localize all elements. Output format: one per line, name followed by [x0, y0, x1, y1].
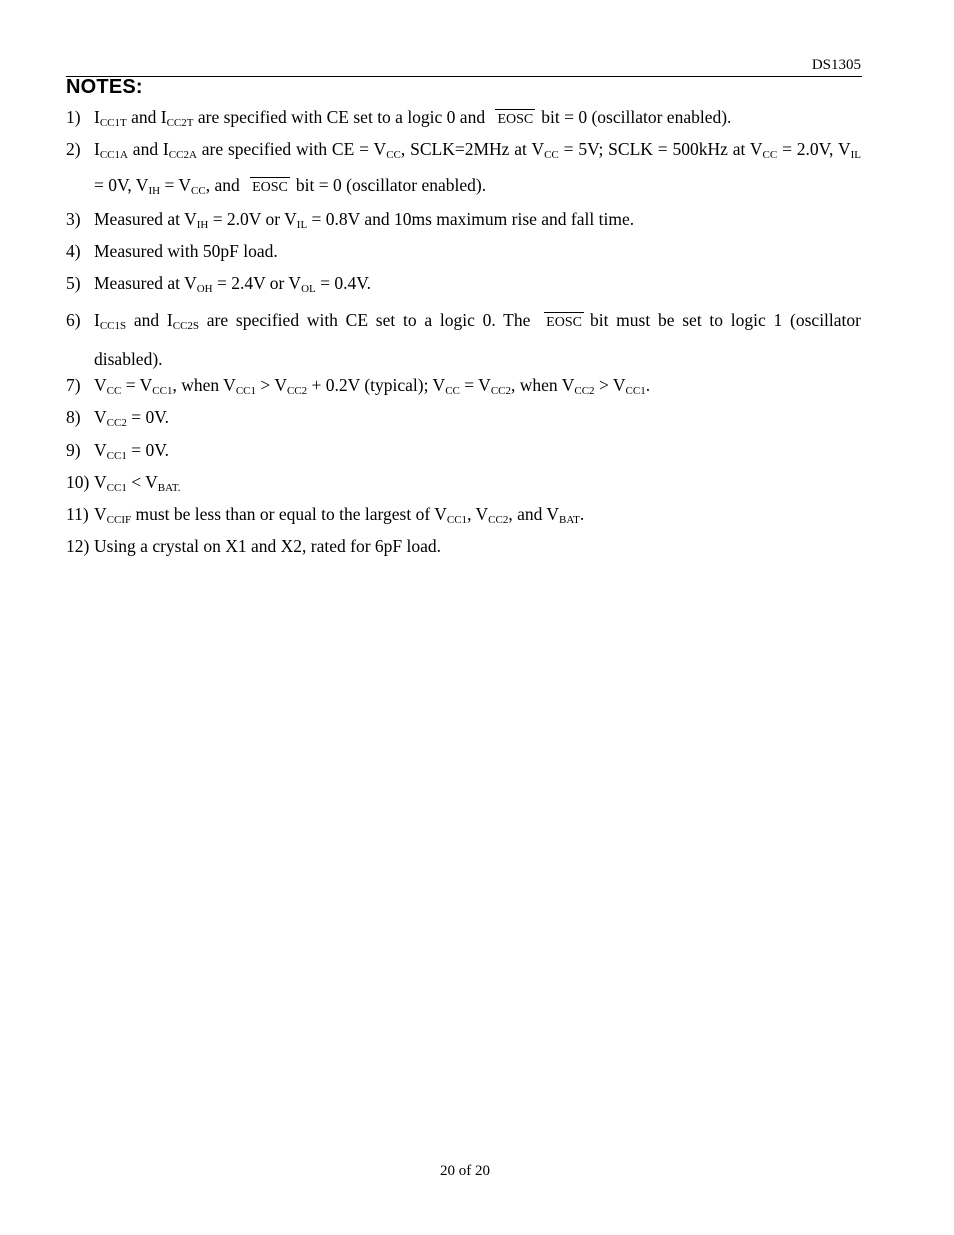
note-number: 9)	[66, 440, 81, 460]
note-number: 1)	[66, 107, 81, 127]
note-7	[66, 367, 861, 403]
note-text: $V_{CCIF}$ must be less than or equal to the largest of $V_{CC1}$, $V_{CC2}$, and $V_{BAT}$.	[94, 504, 585, 526]
note-text: $I_{CC1A}$ and $I_{CC2A}$ are specified with CE = $V_{CC}$, SCLK=2MHz at $V_{CC} = 5V$; SCLK = 500kHz at $V_{CC} = 2.0V$, $V_{IL} = 0V$, $V_{IH} = V_{CC}$, and EOSC bit = 0 (oscillator enabled).	[94, 139, 861, 197]
note-number: 3)	[66, 209, 81, 229]
note-5	[66, 265, 861, 301]
note-text: $I_{CC1S}$ and $I_{CC2S}$ are specified with CE set to a logic 0. The EOSC bit must be set to logic 1 (oscillator disabled).	[94, 310, 861, 369]
note-6	[66, 302, 861, 377]
page-header-code: DS1305	[811, 57, 861, 73]
note-number: 2)	[66, 139, 81, 159]
note-number: 8)	[66, 407, 81, 427]
note-number: 6)	[66, 310, 81, 330]
note-2	[66, 131, 861, 206]
note-9	[66, 432, 861, 468]
note-text: $V_{CC2} = 0V$.	[94, 407, 169, 429]
note-10	[66, 464, 861, 500]
page-number: 20 of 20	[440, 1163, 490, 1179]
note-text: $V_{CC1} = 0V$.	[94, 440, 169, 462]
note-11	[66, 496, 861, 532]
note-number: 11)	[66, 504, 89, 524]
note-3	[66, 201, 861, 237]
header-rule	[66, 76, 862, 77]
note-text: $I_{CC1T}$ and $I_{CC2T}$ are specified with CE set to a logic 0 and EOSC bit = 0 (oscillator enabled).	[94, 107, 732, 129]
note-number: 10)	[66, 472, 90, 492]
eosc-bar-label: EOSC	[544, 312, 584, 330]
note-text: Using a crystal on X1 and X2, rated for 6pF load.	[94, 536, 442, 556]
note-text: Measured at $V_{OH} = 2.4V$ or $V_{OL} = 0.4V$.	[94, 273, 371, 295]
note-number: 4)	[66, 241, 81, 261]
note-number: 5)	[66, 273, 81, 293]
note-text: $V_{CC} = V_{CC1}$, when $V_{CC1} > V_{CC2} + 0.2V$ (typical); $V_{CC} = V_{CC2}$, when $V_{CC2} > V_{CC1}$.	[94, 375, 651, 397]
note-4	[66, 233, 861, 269]
note-text: Measured with 50pF load.	[94, 241, 278, 261]
note-8	[66, 399, 861, 435]
note-text: Measured at $V_{IH} = 2.0V$ or $V_{IL} = 0.8V$ and 10ms maximum rise and fall time.	[94, 209, 635, 231]
eosc-bar-label: EOSC	[250, 177, 290, 195]
note-number: 12)	[66, 536, 90, 556]
eosc-bar-label: EOSC	[495, 109, 535, 127]
notes-heading: NOTES:	[66, 76, 143, 98]
note-number: 7)	[66, 375, 81, 395]
note-12	[66, 528, 861, 564]
note-text: $V_{CC1} < V_{BAT.}$	[94, 472, 181, 494]
